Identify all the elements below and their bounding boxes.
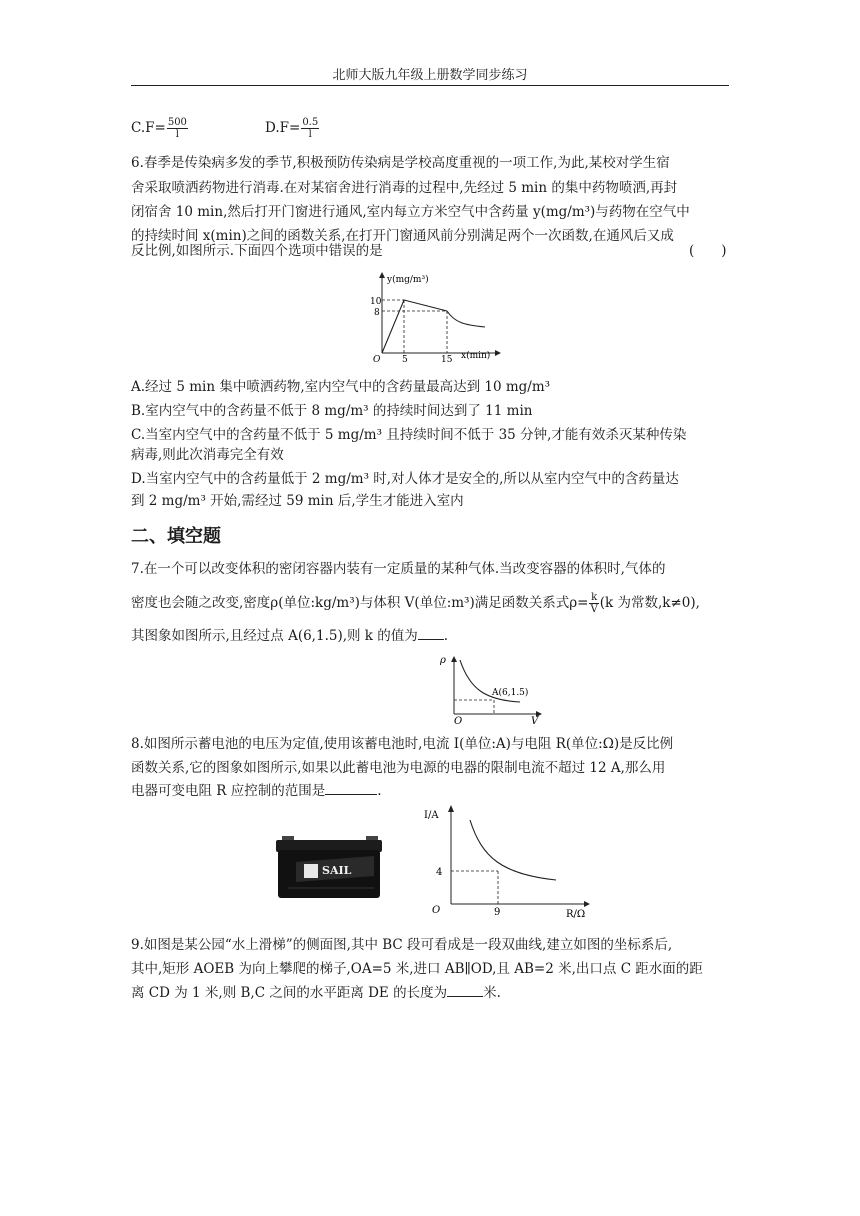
q8-x-arrow (584, 901, 590, 907)
option-c-prefix: C.F= (131, 120, 166, 136)
q7-point-label: A(6,1.5) (492, 688, 529, 698)
q7-graph (434, 652, 546, 726)
q7-y-label: ρ (440, 655, 446, 666)
page-header-title: 北师大版九年级上册数学同步练习 (332, 68, 528, 83)
q6-x-arrow (495, 350, 501, 356)
q6-y-tick-10: 10 (370, 297, 382, 307)
q6-inverse-curve (447, 311, 485, 327)
q8-line-3 (131, 780, 382, 800)
q6-x-tick-15: 15 (441, 355, 453, 364)
q7-y-arrow (451, 656, 457, 662)
q8-line-3-tail: . (377, 783, 382, 799)
q9-line-3 (131, 982, 501, 1002)
q9-line-3-text: 离 CD 为 1 米,则 B,C 之间的水平距离 DE 的长度为 (131, 985, 448, 1001)
option-d-denominator: l (308, 129, 312, 140)
q6-option-d-line-2: 到 2 mg/m³ 开始,需经过 59 min 后,学生才能进入室内 (131, 493, 464, 509)
q6-linear-segments (382, 300, 447, 353)
option-d-fraction (301, 117, 319, 140)
option-d (265, 117, 320, 140)
q7-x-label: V (531, 716, 539, 726)
q7-line-2-tail: (k 为常数,k≠0), (599, 595, 700, 611)
q6-x-label: x(min) (461, 351, 491, 361)
option-c-numerator: 500 (167, 117, 187, 128)
option-c (131, 117, 189, 140)
q6-line-3: 闭宿舍 10 min,然后打开门窗进行通风,室内每立方米空气中含药量 y(mg/m³)与药物在空气中 (131, 204, 690, 220)
q6-option-d-line-1: D.当室内空气中的含药量低于 2 mg/m³ 时,对人体才是安全的,所以从室内空气中的含药量达 (131, 471, 679, 487)
q9-line-1: 9.如图是某公园“水上滑梯”的侧面图,其中 BC 段可看成是一段双曲线,建立如图的坐标系后, (131, 937, 673, 953)
q7-origin: O (454, 716, 463, 726)
q7-line-3-tail: . (443, 628, 449, 644)
q6-y-label: y(mg/m³) (387, 275, 429, 285)
q7-line-2 (131, 592, 700, 615)
q6-answer-bracket: ( ) (689, 243, 727, 259)
q6-option-c-line-2: 病毒,则此次消毒完全有效 (131, 447, 284, 463)
q6-x-tick-5: 5 (402, 355, 408, 364)
battery-logo-mark (304, 864, 318, 878)
q7-line-3 (131, 625, 448, 645)
option-d-prefix: D.F= (265, 120, 301, 136)
q9-line-3-tail: 米. (483, 985, 501, 1001)
q7-formula-fraction (589, 592, 598, 615)
q7-line-1: 7.在一个可以改变体积的密闭容器内装有一定质量的某种气体.当改变容器的体积时,气体的 (131, 561, 666, 577)
option-c-fraction (167, 117, 188, 140)
q6-y-tick-8: 8 (374, 308, 380, 318)
q8-graph (420, 800, 596, 922)
q6-line-2: 舍采取喷洒药物进行消毒.在对某宿舍进行消毒的过程中,先经过 5 min 的集中药物喷洒,再封 (131, 180, 678, 196)
q8-x-label: R/Ω (566, 909, 586, 920)
q6-line-4: 的持续时间 x(min)之间的函数关系,在打开门窗通风前分别满足两个一次函数,在通风后又成 (131, 228, 674, 244)
q8-line-1: 8.如图所示蓄电池的电压为定值,使用该蓄电池时,电流 I(单位:A)与电阻 R(单位:Ω)是反比例 (131, 736, 674, 752)
q7-line-3-text: 其图象如图所示,且经过点 A(6,1.5),则 k 的值为 (131, 628, 418, 644)
q8-y-arrow (448, 805, 454, 812)
q8-line-2: 函数关系,它的图象如图所示,如果以此蓄电池为电源的电器的限制电流不超过 12 A,那么用 (131, 760, 666, 776)
q7-line-2-text: 密度也会随之改变,密度ρ(单位:kg/m³)与体积 V(单位:m³)满足函数关系式ρ= (131, 595, 589, 611)
battery-brand-text: SAIL (322, 864, 352, 877)
option-c-denominator: l (175, 129, 179, 140)
q8-origin: O (432, 905, 441, 916)
q7-fraction-numerator: k (591, 592, 598, 603)
q8-y-label: I/A (424, 810, 439, 821)
battery-image (274, 830, 386, 902)
q6-graph (365, 268, 505, 364)
q8-y-tick-4: 4 (436, 867, 443, 878)
q7-fraction-denominator: V (590, 604, 598, 615)
q6-origin: O (373, 355, 381, 364)
q9-line-2: 其中,矩形 AOEB 为向上攀爬的梯子,OA=5 米,进口 AB∥OD,且 AB=2 米,出口点 C 距水面的距 (131, 961, 703, 977)
q6-option-a: A.经过 5 min 集中喷洒药物,室内空气中的含药量最高达到 10 mg/m³ (131, 379, 551, 395)
option-d-numerator: 0.5 (302, 117, 319, 128)
q6-option-b: B.室内空气中的含药量不低于 8 mg/m³ 的持续时间达到了 11 min (131, 403, 533, 419)
q9-answer-blank[interactable] (447, 982, 483, 997)
q8-answer-blank[interactable] (325, 780, 377, 795)
q8-x-tick-9: 9 (494, 907, 501, 918)
section-title-fill-in: 二、填空题 (131, 526, 221, 547)
q6-y-arrow (379, 272, 385, 278)
q6-option-c-line-1: C.当室内空气中的含药量不低于 5 mg/m³ 且持续时间不低于 35 分钟,才能有效杀灭某种传染 (131, 427, 687, 443)
header-divider (131, 85, 729, 86)
q6-line-1: 6.春季是传染病多发的季节,积极预防传染病是学校高度重视的一项工作,为此,某校对学生宿 (131, 155, 670, 171)
q7-answer-blank[interactable] (418, 625, 444, 640)
q6-line-5: 反比例,如图所示.下面四个选项中错误的是 (131, 243, 383, 259)
q8-line-3-text: 电器可变电阻 R 应控制的范围是 (131, 783, 326, 799)
